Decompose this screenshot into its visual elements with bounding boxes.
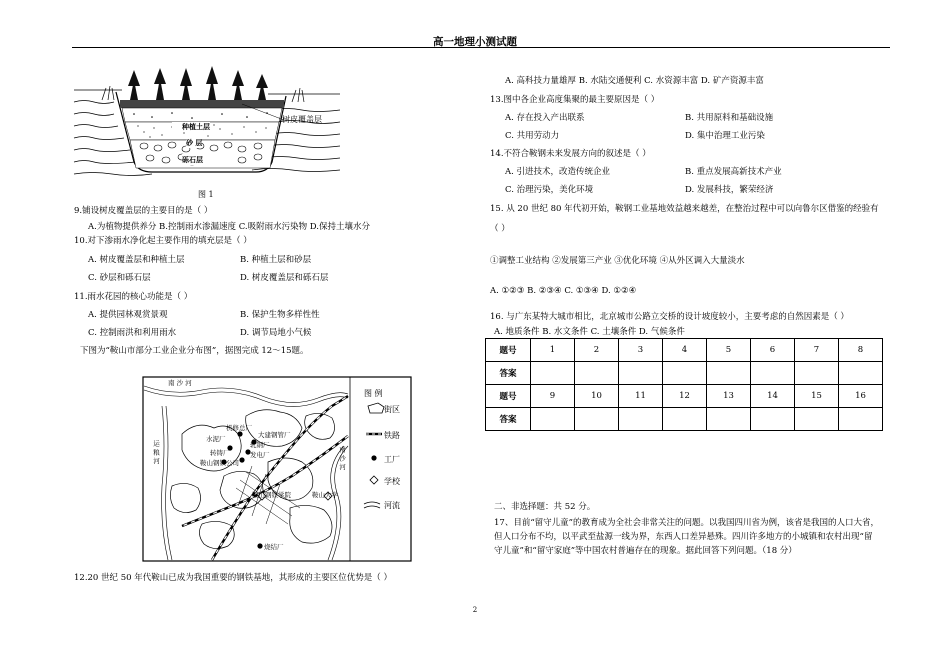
answer-cell[interactable] bbox=[839, 362, 883, 385]
table-header-cell: 答案 bbox=[486, 408, 531, 431]
table-cell: 6 bbox=[751, 339, 795, 362]
question-14-option-d: D. 发展科技，繁荣经济 bbox=[685, 185, 774, 195]
map-label-yunliang-river: 运 粮 河 bbox=[152, 440, 160, 464]
table-header-cell: 题号 bbox=[486, 339, 531, 362]
gravel-layer-label: 砾石层 bbox=[182, 155, 203, 164]
answer-cell[interactable] bbox=[707, 408, 751, 431]
answer-cell[interactable] bbox=[795, 362, 839, 385]
table-cell: 3 bbox=[619, 339, 663, 362]
map-label-anshan-daxue: 鞍山大学 bbox=[312, 491, 338, 499]
legend-label-river: 河流 bbox=[384, 501, 400, 510]
section-2-heading: 二、非选择题：共 52 分。 bbox=[494, 502, 596, 512]
question-11-option-a: A. 提供园林观赏景观 bbox=[88, 310, 168, 320]
question-15-items: ①调整工业结构 ②发展第三产业 ③优化环境 ④从外区调入大量淡水 bbox=[490, 256, 745, 266]
question-12: 12.20 世纪 50 年代鞍山已成为我国重要的钢铁基地，其形成的主要区位优势是（ ） bbox=[74, 573, 392, 583]
map-label-gongsi: 鞍山钢铁公司 bbox=[200, 459, 239, 467]
table-header-cell: 答案 bbox=[486, 362, 531, 385]
question-10-option-b: B. 种植土层和砂层 bbox=[240, 255, 312, 265]
legend-label-school: 学校 bbox=[384, 477, 400, 486]
answer-cell[interactable] bbox=[663, 408, 707, 431]
answer-cell[interactable] bbox=[619, 408, 663, 431]
answer-cell[interactable] bbox=[531, 362, 575, 385]
table-cell: 4 bbox=[663, 339, 707, 362]
question-14-option-c: C. 治理污染，美化环境 bbox=[505, 185, 594, 195]
anshan-industry-map bbox=[142, 376, 412, 562]
answer-cell[interactable] bbox=[751, 408, 795, 431]
table-cell: 12 bbox=[663, 385, 707, 408]
sand-layer-label: 砂 层 bbox=[186, 138, 203, 147]
soil-layer-label: 种植土层 bbox=[182, 122, 210, 131]
answer-cell[interactable] bbox=[663, 362, 707, 385]
question-10-option-c: C. 砂层和砾石层 bbox=[88, 273, 151, 283]
page-header: 高一地理小测试题 bbox=[433, 36, 517, 48]
question-13-option-c: C. 共用劳动力 bbox=[505, 131, 560, 141]
map-label-shuini: 水泥厂 bbox=[206, 435, 226, 443]
map-intro: 下图为“鞍山市部分工业企业分布图”，据图完成 12～15题。 bbox=[80, 346, 309, 356]
answer-cell[interactable] bbox=[839, 408, 883, 431]
question-11-option-d: D. 调节局地小气候 bbox=[240, 328, 312, 338]
question-16: 16. 与广东某特大城市相比，北京城市公路立交桥的设计坡度较小，主要考虑的自然因素是（ ） bbox=[490, 312, 849, 322]
table-row bbox=[486, 408, 883, 431]
answer-table bbox=[485, 338, 883, 431]
question-15: 15. 从 20 世纪 80 年代初开始，鞍钢工业基地效益越来越差，在整治过程中可以向鲁尔区借鉴的经验有 bbox=[490, 204, 879, 214]
table-cell: 16 bbox=[839, 385, 883, 408]
question-9-options: A.为植物提供养分 B.控制雨水渗漏速度 C.吸附雨水污染物 D.保持土壤水分 bbox=[88, 222, 371, 232]
question-12-options: A. 高科技力量雄厚 B. 水陆交通便利 C. 水资源丰富 D. 矿产资源丰富 bbox=[505, 76, 764, 86]
map-legend-title: 图 例 bbox=[364, 389, 383, 398]
table-cell: 15 bbox=[795, 385, 839, 408]
answer-cell[interactable] bbox=[531, 408, 575, 431]
figure1-caption: 图 1 bbox=[198, 190, 214, 199]
map-label-zhiya: 轧钢厂 bbox=[250, 441, 270, 449]
map-label-dajian: 大建钢管厂 bbox=[258, 431, 291, 439]
table-row bbox=[486, 339, 883, 362]
question-17-line-1: 17、目前“留守儿童”的教育成为全社会非常关注的问题。以我国四川省为例，该省是我国的人口大省， bbox=[494, 518, 880, 528]
question-16-options: A. 地质条件 B. 水文条件 C. 土壤条件 D. 气候条件 bbox=[494, 327, 685, 337]
bark-layer-label: 树皮覆盖层 bbox=[282, 115, 322, 124]
map-label-gangtie-xueyuan: 鞍山钢铁学院 bbox=[252, 491, 291, 499]
answer-cell[interactable] bbox=[619, 362, 663, 385]
map-label-dianchang: 发电厂 bbox=[250, 451, 270, 459]
table-cell: 10 bbox=[575, 385, 619, 408]
legend-label-district: 街区 bbox=[384, 405, 400, 414]
map-label-river-south: 南 沙 河 bbox=[338, 446, 346, 470]
question-17-line-2: 但人口分布不均，以平武至盐源一线为界，东西人口差异悬殊。四川许多地方的小城镇和农村出现“留 bbox=[494, 532, 873, 542]
table-cell: 13 bbox=[707, 385, 751, 408]
map-label-river-north: 南 沙 河 bbox=[168, 379, 192, 387]
question-10-option-a: A. 树皮覆盖层和种植土层 bbox=[88, 255, 185, 265]
table-cell: 8 bbox=[839, 339, 883, 362]
question-15-paren: （ ） bbox=[490, 224, 510, 234]
table-row bbox=[486, 362, 883, 385]
map-label-jixiu: 机修总厂 bbox=[226, 424, 252, 432]
legend-label-factory: 工厂 bbox=[384, 455, 400, 464]
page-number: 2 bbox=[472, 606, 478, 614]
answer-cell[interactable] bbox=[751, 362, 795, 385]
table-cell: 9 bbox=[531, 385, 575, 408]
header-rule bbox=[72, 47, 890, 48]
table-row bbox=[486, 385, 883, 408]
question-17-line-3: 守儿童”和“留守家庭”等中国农村普遍存在的现象。据此回答下列问题。（18 分） bbox=[494, 546, 797, 556]
table-header-cell: 题号 bbox=[486, 385, 531, 408]
table-cell: 7 bbox=[795, 339, 839, 362]
legend-label-railway: 铁路 bbox=[384, 431, 400, 440]
table-cell: 14 bbox=[751, 385, 795, 408]
answer-cell[interactable] bbox=[707, 362, 751, 385]
answer-cell[interactable] bbox=[575, 408, 619, 431]
question-13-option-b: B. 共用原料和基础设施 bbox=[685, 113, 774, 123]
answer-cell[interactable] bbox=[575, 362, 619, 385]
question-11-option-c: C. 控制雨洪和利用雨水 bbox=[88, 328, 177, 338]
question-13-option-d: D. 集中治理工业污染 bbox=[685, 131, 765, 141]
map-label-zhuanzhu: 转铸厂 bbox=[210, 449, 230, 457]
question-13: 13.图中各企业高度集聚的最主要原因是（ ） bbox=[490, 95, 660, 105]
table-cell: 2 bbox=[575, 339, 619, 362]
question-14: 14.不符合鞍钢未来发展方向的叙述是（ ） bbox=[490, 149, 651, 159]
question-15-options: A. ①②③ B. ②③④ C. ①③④ D. ①②④ bbox=[490, 286, 637, 296]
table-cell: 1 bbox=[531, 339, 575, 362]
table-cell: 11 bbox=[619, 385, 663, 408]
question-10-option-d: D. 树皮覆盖层和砾石层 bbox=[240, 273, 329, 283]
question-11: 11.雨水花园的核心功能是（ ） bbox=[74, 292, 193, 302]
question-11-option-b: B. 保护生物多样性性 bbox=[240, 310, 320, 320]
table-cell: 5 bbox=[707, 339, 751, 362]
question-14-option-b: B. 重点发展高新技术产业 bbox=[685, 167, 782, 177]
question-9: 9.铺设树皮覆盖层的主要目的是（ ） bbox=[74, 206, 213, 216]
question-10: 10.对下渗雨水净化起主要作用的填充层是（ ） bbox=[74, 236, 252, 246]
question-13-option-a: A. 存在投入产出联系 bbox=[505, 113, 585, 123]
map-label-shaojie: 烧结厂 bbox=[264, 543, 284, 551]
question-14-option-a: A. 引进技术，改造传统企业 bbox=[505, 167, 611, 177]
answer-cell[interactable] bbox=[795, 408, 839, 431]
